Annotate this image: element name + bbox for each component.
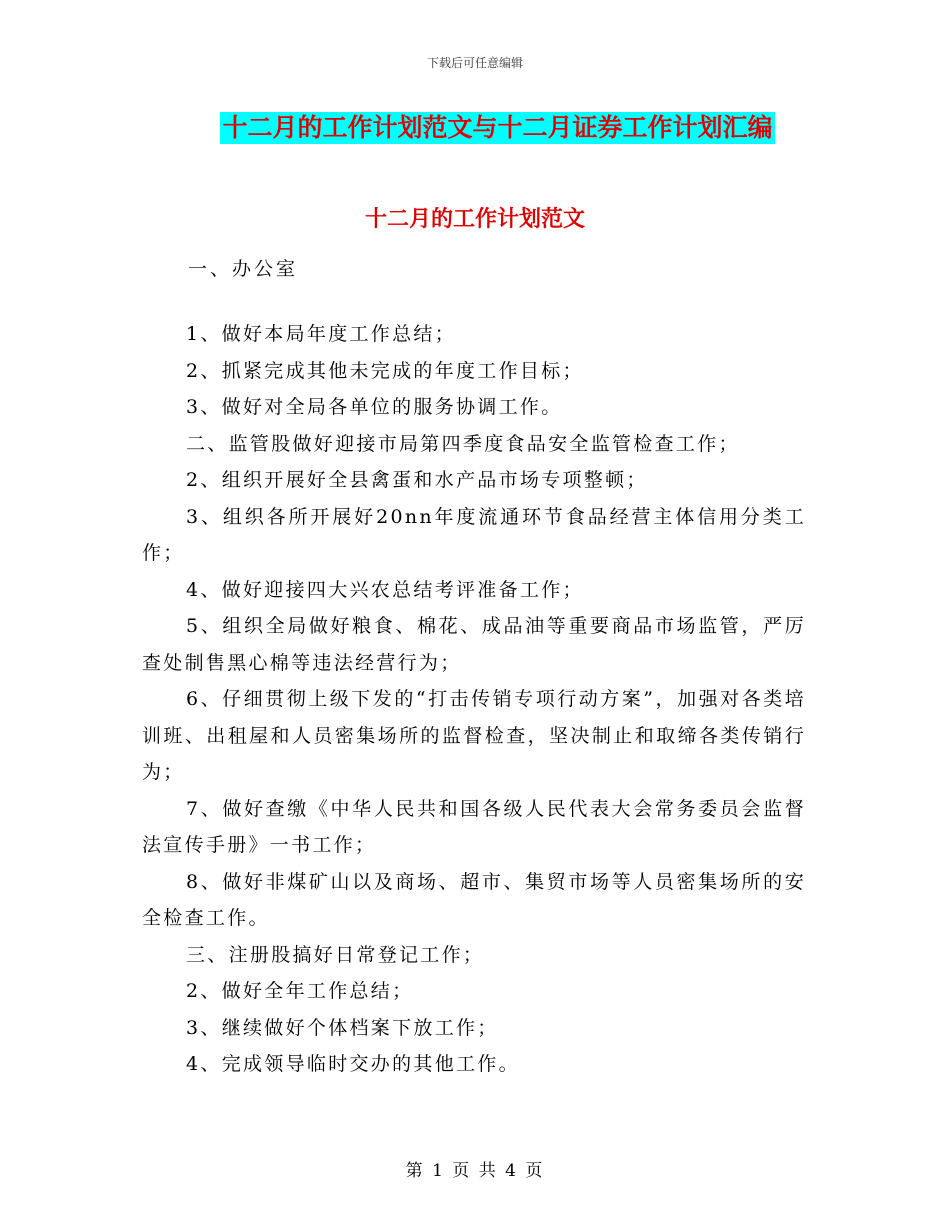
paragraph: 三、注册股搞好日常登记工作； — [186, 943, 485, 966]
document-body — [142, 316, 806, 1083]
paragraph: 2、抓紧完成其他未完成的年度工作目标； — [186, 359, 584, 382]
sub-title: 十二月的工作计划范文 — [364, 206, 585, 232]
paragraph: 2、做好全年工作总结； — [186, 980, 414, 1002]
paragraph: 4、完成领导临时交办的其他工作。 — [186, 1053, 520, 1075]
paragraph: 1、做好本局年度工作总结； — [186, 323, 456, 345]
paragraph: 3、组织各所开展好20nn年度流通环节食品经营主体信用分类工作； — [142, 505, 806, 564]
paragraph: 2、组织开展好全县禽蛋和水产品市场专项整顿； — [186, 469, 648, 491]
paragraph: 二、监管股做好迎接市局第四季度食品安全监管检查工作； — [186, 432, 740, 455]
paragraph: 5、组织全局做好粮食、棉花、成品油等重要商品市场监管，严厉查处制售黑心棉等违法经营行为； — [142, 615, 806, 674]
paragraph: 7、做好查缴《中华人民共和国各级人民代表大会常务委员会监督法宣传手册》一书工作； — [142, 797, 806, 856]
paragraph: 3、继续做好个体档案下放工作； — [186, 1016, 499, 1039]
main-title: 十二月的工作计划范文与十二月证券工作计划汇编 — [222, 113, 773, 142]
page-header-note: 下载后可任意编辑 — [426, 56, 523, 70]
paragraph: 3、做好对全局各单位的服务协调工作。 — [186, 396, 563, 418]
paragraph: 4、做好迎接四大兴农总结考评准备工作； — [186, 578, 584, 601]
section-heading-office: 一、办公室 — [188, 258, 299, 280]
page-number-footer: 第 1 页 共 4 页 — [405, 1161, 545, 1181]
paragraph: 8、做好非煤矿山以及商场、超市、集贸市场等人员密集场所的安全检查工作。 — [142, 870, 806, 929]
paragraph: 6、仔细贯彻上级下发的“打击传销专项行动方案”，加强对各类培训班、出租屋和人员密集场所的监督检查，坚决制止和取缔各类传销行为； — [142, 688, 806, 783]
main-title-container — [0, 112, 950, 144]
